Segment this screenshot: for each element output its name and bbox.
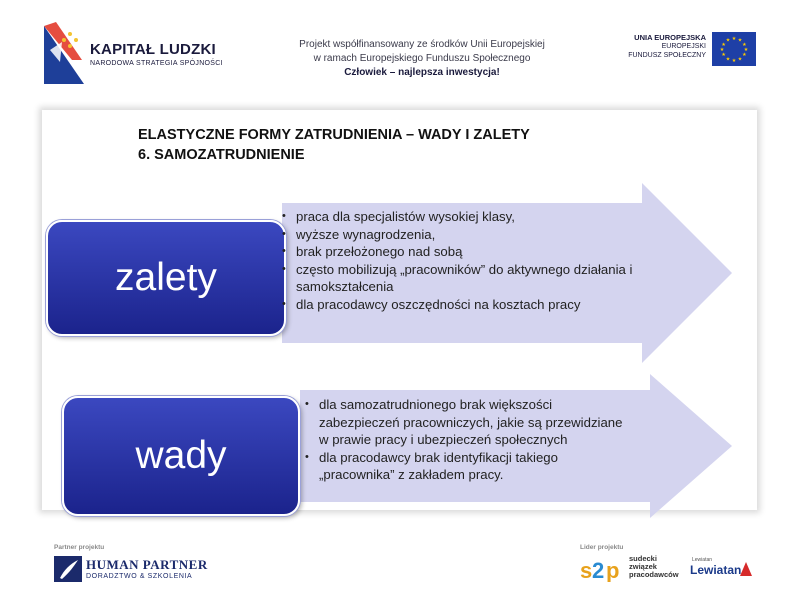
list-item: • dla samozatrudnionego brak większości zabezpieczeń pracowniczych, jakie są przewidziane w prawie pracy i ubezpieczeń społecznych xyxy=(305,396,635,449)
leader1-line-3: pracodawców xyxy=(629,570,679,579)
svg-text:★: ★ xyxy=(731,36,737,42)
s2p-logo-icon xyxy=(580,556,624,582)
partner-name: HUMAN PARTNER xyxy=(86,557,208,572)
project-motto: Człowiek – najlepsza inwestycja! xyxy=(344,67,500,78)
svg-text:★: ★ xyxy=(731,58,737,64)
logo-title: KAPITAŁ LUDZKI xyxy=(90,41,216,58)
list-item: • dla pracodawcy brak identyfikacji takiego „pracownika” z zakładem pracy. xyxy=(305,449,635,484)
svg-text:★: ★ xyxy=(737,56,743,63)
leader1-line-2: związek xyxy=(629,562,657,571)
zalety-list xyxy=(282,208,660,313)
leader2-name: Lewiatan xyxy=(690,563,742,577)
slide-heading xyxy=(138,125,530,165)
leader1-line-1: sudecki xyxy=(629,554,657,563)
svg-text:★: ★ xyxy=(742,52,747,58)
wady-list xyxy=(305,396,635,484)
svg-text:★: ★ xyxy=(725,37,731,44)
eu-flag-icon xyxy=(712,32,756,66)
wady-label: wady xyxy=(135,434,227,477)
svg-text:★: ★ xyxy=(742,42,747,48)
slide-title: ELASTYCZNE FORMY ZATRUDNIENIA – WADY I ZALETY xyxy=(138,127,530,143)
svg-text:p: p xyxy=(606,558,620,582)
svg-text:s: s xyxy=(580,558,593,582)
svg-text:★: ★ xyxy=(737,37,743,44)
list-item: • często mobilizują „pracowników” do aktywnego działania i samokształcenia xyxy=(282,261,660,296)
eu-label xyxy=(610,33,706,60)
svg-text:2: 2 xyxy=(592,558,605,582)
leader1-name xyxy=(629,555,679,579)
project-statement xyxy=(262,38,582,80)
leader-caption: Lider projektu xyxy=(580,544,624,551)
list-item: • praca dla specjalistów wysokiej klasy, xyxy=(282,208,660,226)
svg-text:★: ★ xyxy=(721,52,726,58)
list-item: • wyższe wynagrodzenia, xyxy=(282,226,660,244)
eu-line-2: EUROPEJSKI xyxy=(661,43,706,50)
partner-tagline: DORADZTWO & SZKOLENIA xyxy=(86,573,193,580)
slide-subtitle: 6. SAMOZATRUDNIENIE xyxy=(138,147,305,163)
leader2-small-label: Lewiatan xyxy=(692,557,713,563)
human-partner-logo-icon xyxy=(54,556,82,582)
list-item: • brak przełożonego nad sobą xyxy=(282,243,660,261)
eu-line-3: FUNDUSZ SPOŁECZNY xyxy=(628,52,706,59)
project-line-1: Projekt współfinansowany ze środków Unii Europejskiej xyxy=(299,39,545,50)
list-item: • dla pracodawcy oszczędności na kosztach pracy xyxy=(282,296,660,314)
wady-label-box xyxy=(62,396,300,516)
partner-caption: Partner projektu xyxy=(54,544,105,551)
zalety-label: zalety xyxy=(115,256,217,299)
kapital-ludzki-logo-icon xyxy=(42,20,86,84)
svg-text:★: ★ xyxy=(743,47,749,53)
logo-subtitle: NARODOWA STRATEGIA SPÓJNOŚCI xyxy=(90,60,223,67)
svg-text:★: ★ xyxy=(725,56,731,63)
svg-text:★: ★ xyxy=(719,47,725,53)
svg-text:★: ★ xyxy=(721,42,726,48)
lewiatan-mark-icon xyxy=(740,562,752,576)
zalety-label-box xyxy=(46,220,286,336)
project-line-2: w ramach Europejskiego Funduszu Społecznego xyxy=(313,53,531,64)
eu-line-1: UNIA EUROPEJSKA xyxy=(634,33,706,42)
